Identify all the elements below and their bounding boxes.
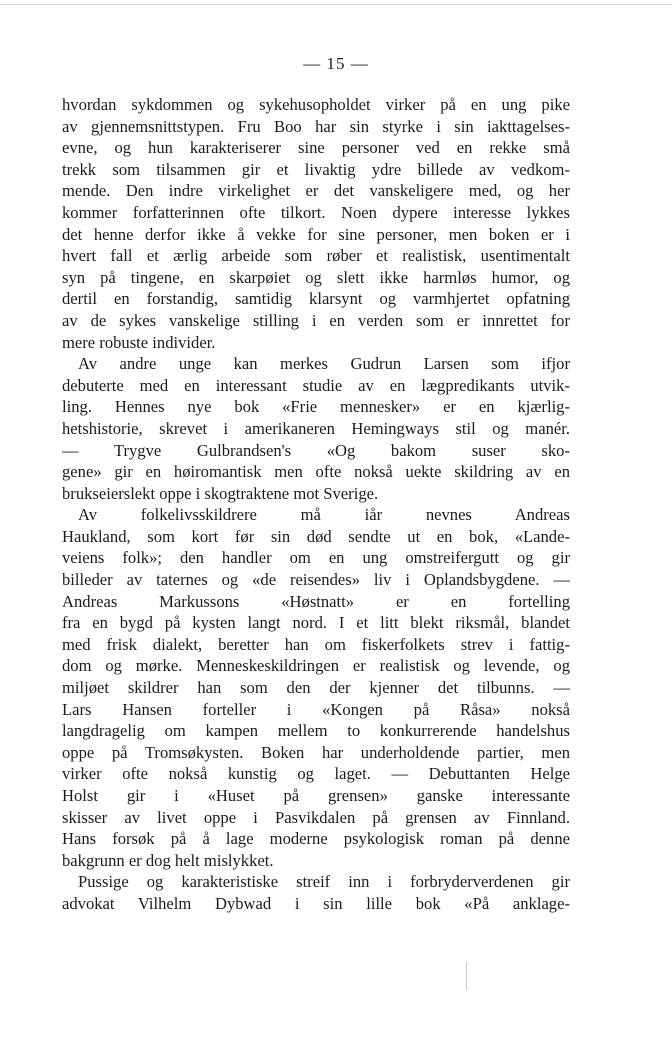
text-line: debuterte med en interessant studie av en lægpredikants utvik- [62, 375, 570, 395]
text-line: skisser av livet oppe i Pasvikdalen på grensen av Finnland. [62, 807, 570, 827]
text-line: Av andre unge kan merkes Gudrun Larsen som ifjor [78, 354, 570, 374]
text-line: mere robuste individer. [62, 332, 216, 352]
text-line: langdragelig om kampen mellem to konkurrerende handelshus [62, 721, 570, 741]
text-line: fra en bygd på kysten langt nord. I et litt blekt riksmål, blandet [62, 613, 570, 633]
text-line: Holst gir i «Huset på grensen» ganske interessante [62, 786, 570, 805]
text-line: syn på tingene, en skarpøiet og slett ikke harmløs humor, og [62, 267, 570, 287]
scan-edge [0, 4, 672, 5]
text-line: av gjennemsnittstypen. Fru Boo har sin styrke i sin iakttagelses- [62, 116, 570, 136]
text-line: evne, og hun karakteriserer sine personer ved en rekke små [62, 138, 570, 158]
text-line: hvert fall et ærlig arbeide som røber et realistisk, usentimentalt [62, 246, 570, 266]
text-line: dom og mørke. Menneskeskildringen er realistisk og levende, og [62, 656, 570, 676]
text-line: Lars Hansen forteller i «Kongen på Råsa» nokså [62, 699, 570, 719]
text-line: det henne derfor ikke å vekke for sine personer, men boken er i [62, 224, 570, 244]
scan-mark [466, 962, 467, 990]
text-line: Pussige og karakteristiske streif inn i forbryderverdenen gir [78, 872, 570, 892]
page-number: — 15 — [303, 54, 369, 73]
text-line: ling. Hennes nye bok «Frie mennesker» er en kjærlig- [62, 397, 570, 417]
text-line: kommer forfatterinnen ofte tilkort. Noen dypere interesse lykkes [62, 202, 570, 222]
text-line: oppe på Tromsøkysten. Boken har underholdende partier, men [62, 742, 570, 762]
text-line: hvordan sykdommen og sykehusopholdet virker på en ung pike [62, 95, 570, 114]
text-line: virker ofte nokså kunstig og laget. — Debuttanten Helge [62, 764, 570, 784]
text-line: med frisk dialekt, beretter han om fiskerfolkets strev i fattig- [62, 634, 570, 654]
text-line: Hans forsøk på å lage moderne psykologisk roman på denne [62, 829, 570, 849]
text-line: hetshistorie, skrevet i amerikaneren Hemingways stil og manér. [62, 418, 570, 438]
text-line: advokat Vilhelm Dybwad i sin lille bok «På anklage- [62, 893, 570, 913]
body-text [62, 94, 570, 915]
text-line: dertil en forstandig, samtidig klarsynt og varmhjertet opfatning [62, 289, 570, 309]
text-line: mende. Den indre virkelighet er det vanskeligere med, og her [62, 181, 570, 201]
text-line: trekk som tilsammen gir et livaktig ydre billede av vedkom- [62, 159, 570, 179]
text-line: miljøet skildrer han som den der kjenner det tilbunns. — [62, 678, 570, 698]
text-line: Haukland, som kort før sin død sendte ut en bok, «Lande- [62, 526, 570, 546]
text-line: av de sykes vanskelige stilling i en verden som er innrettet for [62, 310, 570, 330]
text-line: bakgrunn er dog helt mislykket. [62, 850, 274, 870]
text-line: brukseierslekt oppe i skogtraktene mot Sverige. [62, 483, 379, 503]
text-line: Av folkelivsskildrere må iår nevnes Andreas [78, 505, 570, 525]
text-line: — Trygve Gulbrandsen's «Og bakom suser sko- [62, 440, 570, 460]
text-line: Andreas Markussons «Høstnatt» er en fortelling [62, 591, 570, 611]
text-line: gene» gir en høiromantisk men ofte nokså uekte skildring av en [62, 462, 570, 482]
text-line: billeder av taternes og «de reisendes» liv i Oplandsbygdene. — [62, 570, 570, 590]
text-line: veiens folk»; den handler om en ung omstreifergutt og gir [62, 548, 570, 568]
